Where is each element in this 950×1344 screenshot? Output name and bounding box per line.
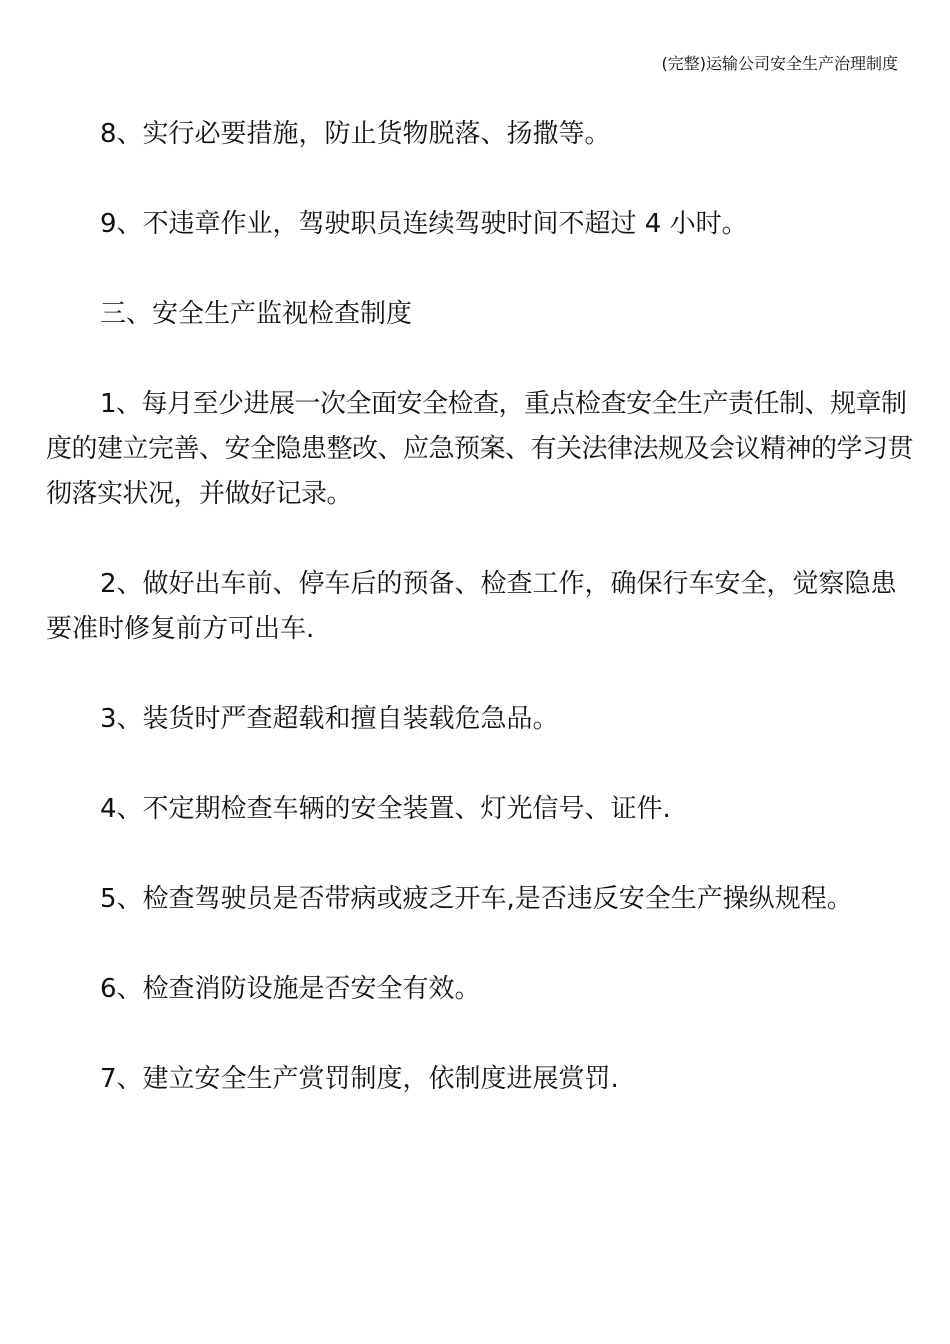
paragraph-item-7: 7、建立安全生产赏罚制度，依制度进展赏罚. [100,1064,619,1094]
paragraph-item-5: 5、检查驾驶员是否带病或疲乏开车,是否违反安全生产操纵规程。 [100,884,853,914]
document-body [46,112,914,1147]
paragraph-item-8: 8、实行必要措施，防止货物脱落、扬撒等。 [100,119,611,149]
paragraph-item-4: 4、不定期检查车辆的安全装置、灯光信号、证件. [100,794,671,824]
paragraph-item-3: 3、装货时严查超载和擅自装载危急品。 [100,704,559,734]
paragraph-item-9: 9、不违章作业，驾驶职员连续驾驶时间不超过 4 小时。 [100,209,748,239]
document-header-title: (完整)运输公司安全生产治理制度 [661,54,898,73]
paragraph-item-6: 6、检查消防设施是否安全有效。 [100,974,481,1004]
paragraph-item-2: 2、做好出车前、停车后的预备、检查工作，确保行车安全，觉察隐患要准时修复前方可出车. [46,569,897,644]
section-heading: 三、安全生产监视检查制度 [100,299,413,329]
paragraph-item-1: 1、每月至少进展一次全面安全检查，重点检查安全生产责任制、规章制度的建立完善、安全隐患整改、应急预案、有关法律法规及会议精神的学习贯彻落实状况，并做好记录。 [46,389,914,509]
